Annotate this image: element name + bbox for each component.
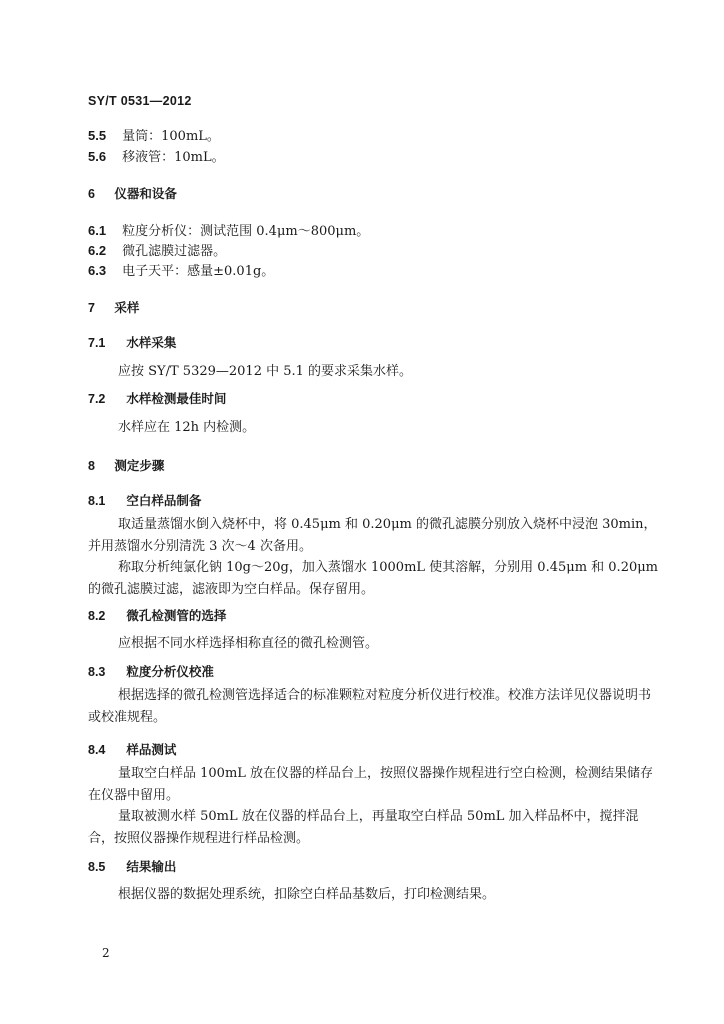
section-number: 7.1	[88, 336, 106, 350]
section-number: 8.4	[88, 743, 106, 757]
section-8-1-heading	[88, 491, 201, 509]
item-number: 5.6	[88, 149, 107, 164]
section-title: 测定步骤	[114, 458, 165, 473]
section-number: 8	[88, 459, 95, 473]
section-8-5-heading	[88, 857, 176, 875]
section-number: 8.1	[88, 494, 106, 508]
section-number: 6	[88, 187, 95, 201]
section-number: 8.5	[88, 860, 106, 874]
item-6-1	[88, 220, 369, 239]
section-8-5-text: 根据仪器的数据处理系统，扣除空白样品基数后，打印检测结果。	[118, 887, 496, 902]
item-text: 量筒：100mL。	[122, 129, 220, 144]
section-title: 样品测试	[126, 742, 177, 757]
page-number: 2	[102, 946, 110, 960]
section-8-3-heading	[88, 662, 214, 680]
section-title: 采样	[114, 300, 140, 315]
section-number: 8.2	[88, 609, 106, 623]
section-title: 微孔检测管的选择	[126, 608, 227, 623]
section-7-heading	[88, 298, 139, 316]
item-text: 电子天平：感量±0.01g。	[122, 264, 275, 279]
item-5-5	[88, 125, 220, 144]
item-6-2	[88, 240, 226, 259]
item-number: 6.2	[88, 243, 107, 258]
section-title: 水样检测最佳时间	[126, 391, 227, 406]
section-7-2-text: 水样应在 12h 内检测。	[118, 420, 256, 435]
standard-header: SY/T 0531—2012	[88, 94, 192, 108]
item-number: 5.5	[88, 128, 107, 143]
item-number: 6.3	[88, 263, 107, 278]
section-8-4-paragraph-1: 量取空白样品 100mL 放在仪器的样品台上，按照仪器操作规程进行空白检测，检测结果储存在仪器中留用。	[88, 766, 654, 803]
item-number: 6.1	[88, 223, 107, 238]
section-7-1-text: 应按 SY/T 5329—2012 中 5.1 的要求采集水样。	[118, 364, 413, 379]
section-8-1-paragraph-1: 取适量蒸馏水倒入烧杯中，将 0.45μm 和 0.20μm 的微孔滤膜分别放入烧杯中浸泡 30min，并用蒸馏水分别清洗 3 次～4 次备用。	[88, 517, 657, 554]
section-8-1-paragraph-2: 称取分析纯氯化钠 10g～20g，加入蒸馏水 1000mL 使其溶解，分别用 0.45μm 和 0.20μm 的微孔滤膜过滤，滤液即为空白样品。保存留用。	[88, 560, 659, 597]
item-6-3	[88, 260, 274, 279]
section-title: 结果输出	[126, 859, 177, 874]
section-8-3-text: 根据选择的微孔检测管选择适合的标准颗粒对粒度分析仪进行校准。校准方法详见仪器说明书或校准规程。	[88, 688, 652, 725]
section-title: 水样采集	[126, 335, 177, 350]
section-title: 粒度分析仪校准	[126, 664, 214, 679]
section-8-heading	[88, 456, 164, 474]
section-title: 空白样品制备	[126, 493, 202, 508]
item-text: 移液管：10mL。	[122, 150, 225, 165]
item-text: 粒度分析仪：测试范围 0.4μm～800μm。	[122, 224, 370, 239]
section-number: 7.2	[88, 392, 106, 406]
item-5-6	[88, 146, 225, 165]
section-6-heading	[88, 184, 177, 202]
section-8-4-paragraph-2: 量取被测水样 50mL 放在仪器的样品台上，再量取空白样品 50mL 加入样品杯中，搅拌混合，按照仪器操作规程进行样品检测。	[88, 809, 639, 846]
section-7-1-heading	[88, 333, 176, 351]
item-text: 微孔滤膜过滤器。	[122, 244, 227, 259]
section-7-2-heading	[88, 389, 226, 407]
section-number: 7	[88, 301, 95, 315]
section-number: 8.3	[88, 665, 106, 679]
section-title: 仪器和设备	[114, 186, 177, 201]
section-8-2-heading	[88, 606, 226, 624]
section-8-2-text: 应根据不同水样选择相称直径的微孔检测管。	[118, 636, 379, 651]
section-8-4-heading	[88, 740, 176, 758]
